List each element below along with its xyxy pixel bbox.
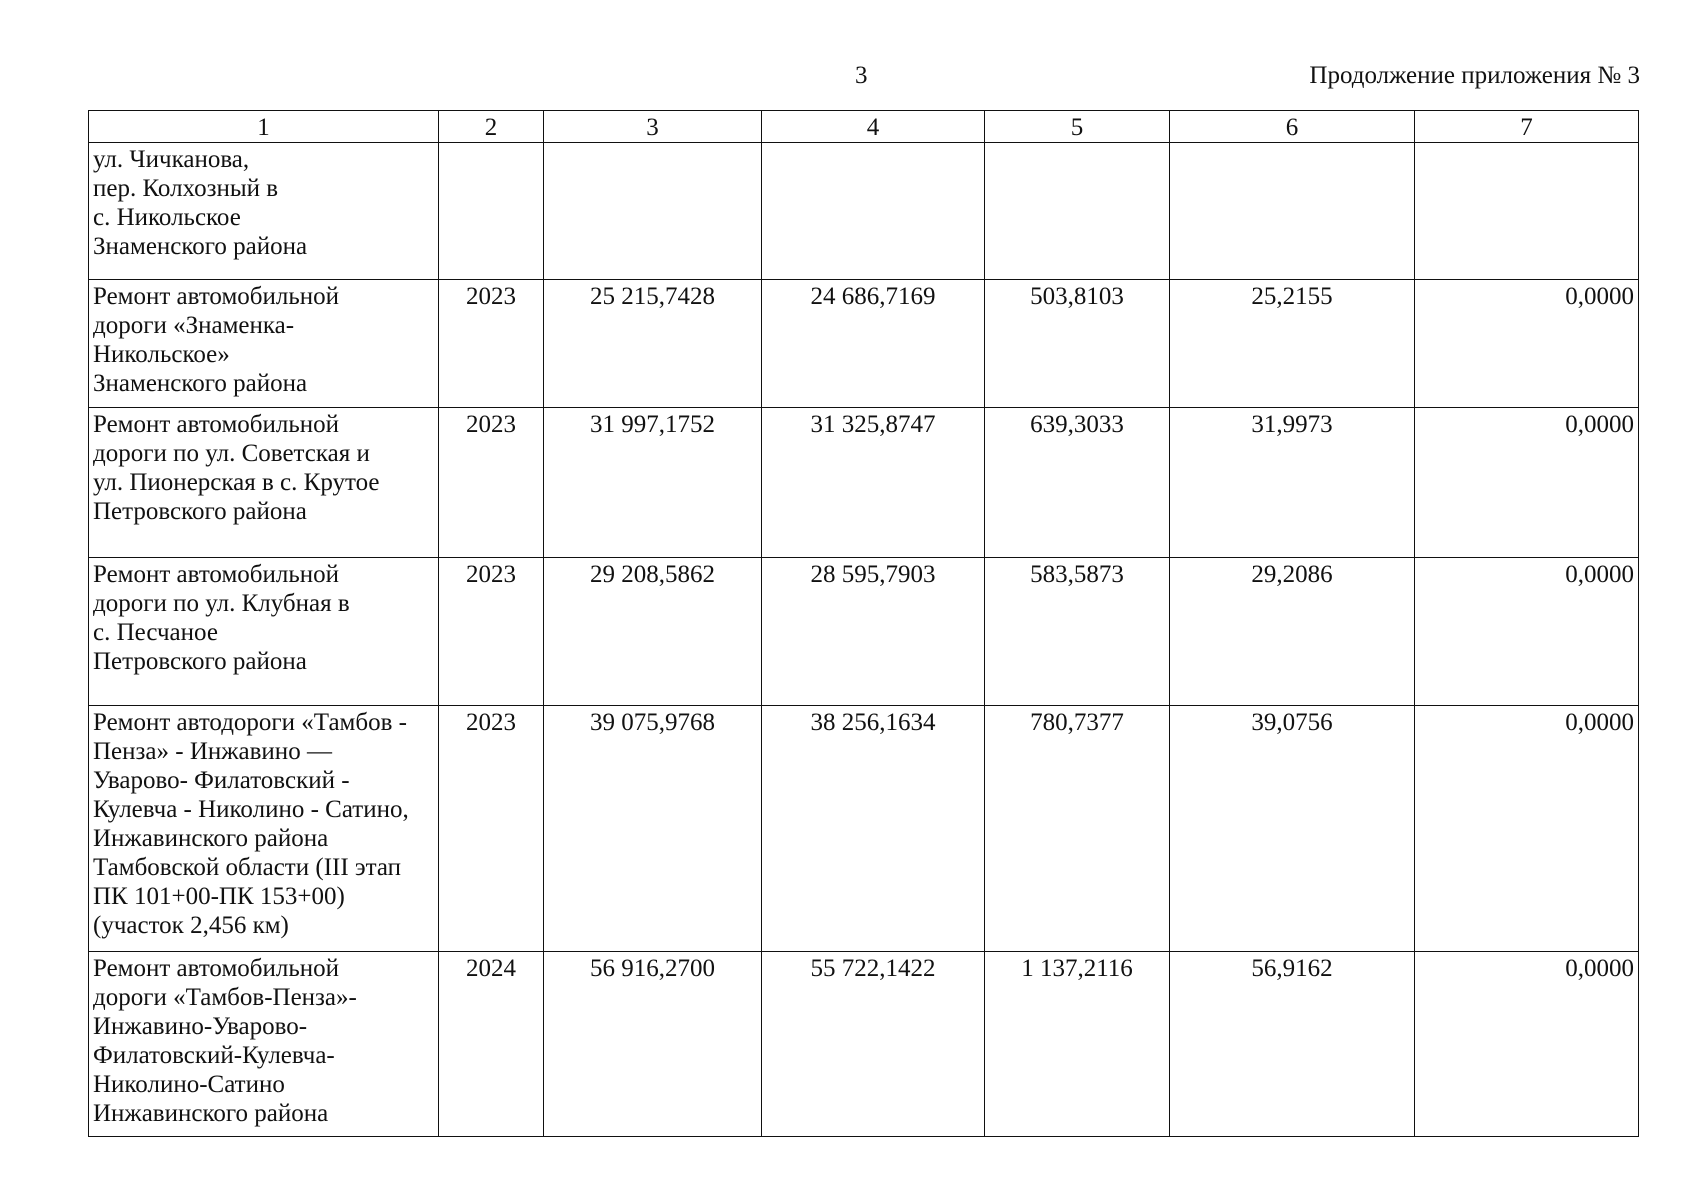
page-number: 3: [855, 62, 868, 89]
column-6-cell: 25,2155: [1170, 280, 1415, 408]
table-row: [89, 952, 1639, 1137]
year-cell: 2024: [439, 952, 544, 1137]
table-row: [89, 143, 1639, 280]
column-number-row: [89, 111, 1639, 143]
object-name-cell: Ремонт автомобильной дороги «Знаменка- Никольское» Знаменского района: [89, 280, 439, 408]
object-name-cell: ул. Чичканова, пер. Колхозный в с. Никольское Знаменского района: [89, 143, 439, 280]
object-name-cell: Ремонт автомобильной дороги по ул. Советская и ул. Пионерская в с. Крутое Петровского района: [89, 408, 439, 558]
column-6-cell: 56,9162: [1170, 952, 1415, 1137]
object-name-cell: Ремонт автомобильной дороги по ул. Клубная в с. Песчаное Петровского района: [89, 558, 439, 706]
total-cost-cell: 31 997,1752: [544, 408, 762, 558]
column-5-cell: 583,5873: [985, 558, 1170, 706]
column-7-cell: [1415, 143, 1639, 280]
column-header: 6: [1170, 111, 1415, 143]
column-6-cell: 39,0756: [1170, 706, 1415, 952]
appendix-continuation-note: Продолжение приложения № 3: [1309, 62, 1640, 89]
table-row: [89, 280, 1639, 408]
column-5-cell: 1 137,2116: [985, 952, 1170, 1137]
column-7-cell: 0,0000: [1415, 952, 1639, 1137]
column-header: 7: [1415, 111, 1639, 143]
year-cell: 2023: [439, 558, 544, 706]
column-5-cell: 503,8103: [985, 280, 1170, 408]
column-header: 2: [439, 111, 544, 143]
column-6-cell: 29,2086: [1170, 558, 1415, 706]
year-cell: 2023: [439, 706, 544, 952]
column-4-cell: [762, 143, 985, 280]
column-7-cell: 0,0000: [1415, 280, 1639, 408]
total-cost-cell: 25 215,7428: [544, 280, 762, 408]
column-4-cell: 31 325,8747: [762, 408, 985, 558]
column-5-cell: 639,3033: [985, 408, 1170, 558]
column-7-cell: 0,0000: [1415, 706, 1639, 952]
column-4-cell: 24 686,7169: [762, 280, 985, 408]
year-cell: [439, 143, 544, 280]
column-6-cell: 31,9973: [1170, 408, 1415, 558]
total-cost-cell: [544, 143, 762, 280]
year-cell: 2023: [439, 408, 544, 558]
total-cost-cell: 29 208,5862: [544, 558, 762, 706]
object-name-cell: Ремонт автодороги «Тамбов - Пенза» - Инжавино — Уварово- Филатовский - Кулевча - Николино - Сатино, Инжавинского района Тамбовской области (III этап ПК 101+00-ПК 153+00) (участок 2,456 км): [89, 706, 439, 952]
column-6-cell: [1170, 143, 1415, 280]
appendix-table: [88, 110, 1639, 1137]
total-cost-cell: 39 075,9768: [544, 706, 762, 952]
column-7-cell: 0,0000: [1415, 408, 1639, 558]
column-5-cell: [985, 143, 1170, 280]
column-7-cell: 0,0000: [1415, 558, 1639, 706]
object-name-cell: Ремонт автомобильной дороги «Тамбов-Пенза»- Инжавино-Уварово- Филатовский-Кулевча- Николино-Сатино Инжавинского района: [89, 952, 439, 1137]
column-4-cell: 38 256,1634: [762, 706, 985, 952]
total-cost-cell: 56 916,2700: [544, 952, 762, 1137]
column-header: 1: [89, 111, 439, 143]
column-5-cell: 780,7377: [985, 706, 1170, 952]
year-cell: 2023: [439, 280, 544, 408]
table-row: [89, 558, 1639, 706]
table-row: [89, 408, 1639, 558]
column-header: 3: [544, 111, 762, 143]
column-4-cell: 55 722,1422: [762, 952, 985, 1137]
column-header: 4: [762, 111, 985, 143]
table-row: [89, 706, 1639, 952]
column-4-cell: 28 595,7903: [762, 558, 985, 706]
column-header: 5: [985, 111, 1170, 143]
